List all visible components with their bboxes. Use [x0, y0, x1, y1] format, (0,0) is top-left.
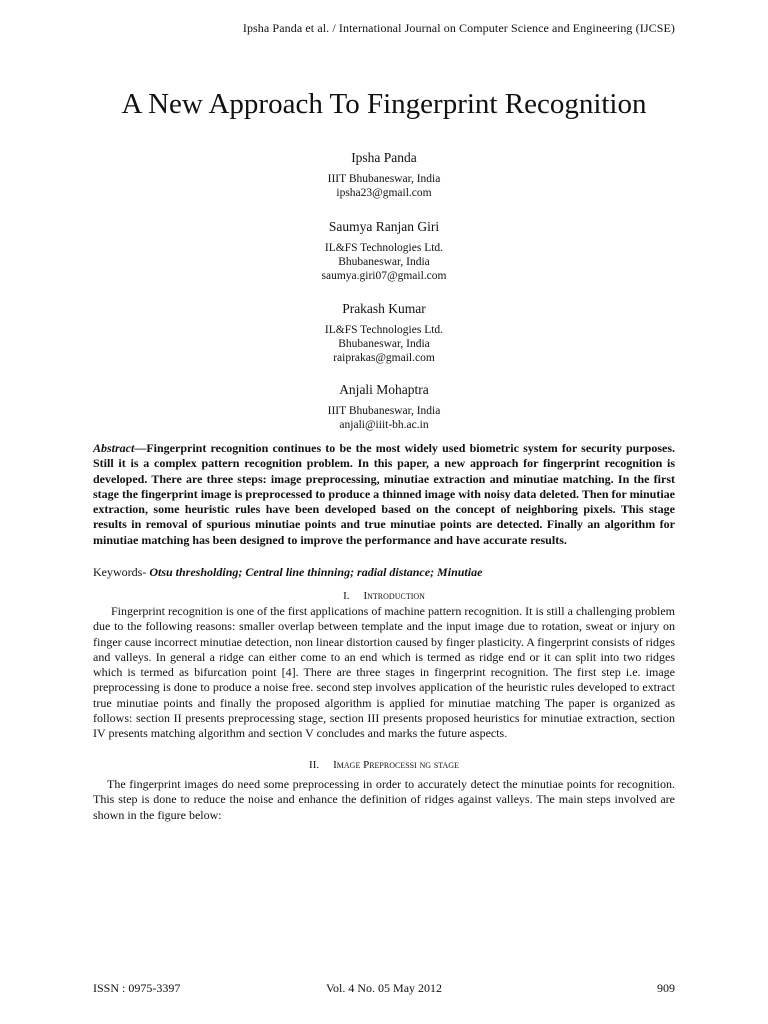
body-paragraph: Fingerprint recognition is one of the first applications of machine pattern recognition. It is still a challenging problem due to the following reasons: smaller overlap between template and the input image due to rotation, sweat or injury on finger cause incorrect minutiae detection, non linear distortion caused by finger plasticity. A fingerprint consists of ridges and valleys. In general a ridge can either come to an end which is termed as ridge end or it can split into two ridges which is termed as bifurcation point [4]. There are three stages in fingerprint recognition. The first step i.e. image preprocessing is done to produce a noise free. second step involves application of the heuristic rules developed to extract true minutiae points and finally the proposed algorithm is applied for minutiae matching The paper is organized as follows: section II presents preprocessing stage, section III presents proposed heuristics for minutiae extraction, section IV presents matching algorithm and section V concludes and marks the future aspects. — [93, 604, 675, 741]
section-title: Introduction — [363, 590, 425, 602]
author-affiliation: IIIT Bhubaneswar, India — [327, 173, 441, 185]
body-paragraph: The fingerprint images do need some preprocessing in order to accurately detect the minutiae points for recognition. This step is done to reduce the noise and enhance the definition of ridges against valleys. The main steps involved are shown in the figure below: — [93, 777, 675, 822]
paper-title: A New Approach To Fingerprint Recognition — [121, 88, 647, 120]
keywords-label: Keywords- — [93, 565, 150, 579]
author-block — [0, 301, 768, 365]
author-email: raiprakas@gmail.com — [333, 352, 435, 364]
section-number: I. — [343, 590, 350, 602]
running-header: Ipsha Panda et al. / International Journal on Computer Science and Engineering (IJCSE) — [242, 21, 675, 35]
author-location: Bhubaneswar, India — [338, 256, 430, 268]
author-name: Ipsha Panda — [351, 150, 417, 165]
footer-issn: ISSN : 0975-3397 — [93, 981, 181, 995]
author-block — [0, 382, 768, 432]
abstract-text: —Fingerprint recognition continues to be the most widely used biometric system for security purposes. Still it is a complex pattern recognition problem. In this paper, a new approach for fingerprint recognition is developed. There are three steps: image preprocessing, minutiae extraction and minutiae matching. In the first stage the fingerprint image is preprocessed to produce a thinned image with noisy data deleted. Then for minutiae extraction, some heuristic rules have been developed based on the concept of neighboring pixels. This stage results in removal of spurious minutiae points and true minutiae points are detected. Finally an algorithm for minutiae matching has been designed to improve the performance and have accurate results. — [93, 441, 675, 547]
section-heading — [0, 590, 768, 602]
author-email: anjali@iiit-bh.ac.in — [339, 419, 429, 431]
section-heading — [0, 759, 768, 771]
author-affiliation: IL&FS Technologies Ltd. — [324, 324, 444, 336]
author-affiliation: IIIT Bhubaneswar, India — [327, 405, 441, 417]
author-name: Anjali Mohaptra — [339, 382, 429, 397]
keywords-text: Otsu thresholding; Central line thinning; radial distance; Minutiae — [149, 565, 483, 579]
abstract — [93, 441, 675, 548]
author-affiliation: IL&FS Technologies Ltd. — [324, 242, 444, 254]
section-number: II. — [309, 759, 320, 771]
abstract-label: Abstract — [93, 441, 135, 455]
author-block — [0, 150, 768, 200]
footer-volume: Vol. 4 No. 05 May 2012 — [325, 981, 443, 995]
author-name: Prakash Kumar — [342, 301, 426, 316]
author-email: saumya.giri07@gmail.com — [321, 270, 447, 282]
author-name: Saumya Ranjan Giri — [328, 219, 440, 234]
author-location: Bhubaneswar, India — [338, 338, 430, 350]
section-title: Image Preprocessi ng stage — [333, 759, 459, 771]
footer-page-number: 909 — [657, 981, 675, 995]
author-email: ipsha23@gmail.com — [336, 187, 432, 199]
author-block — [0, 219, 768, 283]
keywords — [93, 565, 482, 580]
